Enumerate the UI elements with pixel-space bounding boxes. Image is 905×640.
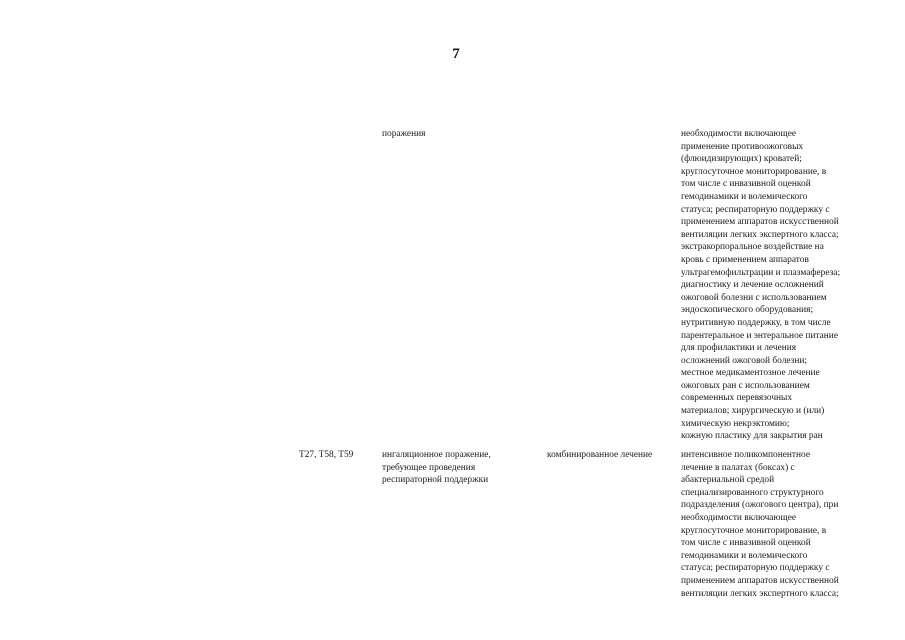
text-line: ожоговых ран с использованием (681, 380, 810, 391)
text-line: для профилактики и лечения (681, 343, 797, 354)
text-line: ингаляционное поражение, (382, 450, 491, 460)
row2-icd-code: T27, T58, T59 (299, 450, 354, 460)
text-line: подразделения (ожогового центра), при (681, 500, 839, 511)
text-line: применением аппаратов искусственной (681, 217, 839, 228)
text-line: местное медикаментозное лечение (681, 368, 820, 379)
row2-condition (382, 449, 491, 487)
text-line: ультрагемофильтрации и плазмафереза; (681, 267, 841, 278)
text-line: требующее проведения (382, 462, 476, 473)
text-line: круглосуточное мониторирование, в (681, 525, 827, 536)
text-line: современных перевязочных (681, 393, 793, 404)
text-line: интенсивное поликомпонентное (681, 450, 811, 460)
text-line: лечение в палатах (боксах) с (681, 462, 795, 473)
page-number: 7 (452, 46, 460, 62)
text-line: гемодинамики и волемического (681, 191, 808, 202)
text-line: гемодинамики и волемического (681, 550, 808, 561)
text-line: кровь с применением аппаратов (681, 254, 809, 265)
text-line: статуса; респираторную поддержку с (681, 204, 830, 215)
text-line: парентеральное и энтеральное питание (681, 330, 838, 341)
text-line: поражения (382, 129, 426, 139)
text-line: (флюидизирующих) кроватей; (681, 154, 802, 165)
text-line: кожную пластику для закрытия ран (681, 431, 823, 442)
text-line: абактериальной средой (681, 475, 775, 486)
text-line: том числе с инвазивной оценкой (681, 179, 811, 190)
text-line: эндоскопического оборудования; (681, 305, 814, 316)
text-line: применение противоожоговых (681, 141, 804, 152)
text-line: вентиляции легких экспертного класса; (681, 588, 839, 599)
text-line: необходимости включающее (681, 129, 797, 139)
text-line: диагностику и лечение осложнений (681, 280, 824, 291)
text-line: экстракорпоральное воздействие на (681, 242, 824, 253)
row1-treatment-method (681, 128, 840, 443)
row1-condition (382, 128, 425, 141)
text-line: статуса; респираторную поддержку с (681, 563, 830, 574)
row2-treatment-type: комбинированное лечение (547, 450, 653, 460)
text-line: респираторной поддержки (382, 475, 489, 486)
text-line: круглосуточное мониторирование, в (681, 166, 827, 177)
row2-treatment-method (681, 449, 839, 600)
text-line: химическую некрэктомию; (681, 418, 790, 429)
text-line: необходимости включающее (681, 512, 797, 523)
text-line: вентиляции легких экспертного класса; (681, 229, 839, 240)
text-line: специализированного структурного (681, 487, 824, 498)
text-line: нутритивную поддержку, в том числе (681, 317, 831, 328)
text-line: том числе с инвазивной оценкой (681, 538, 811, 549)
text-line: ожоговой болезни с использованием (681, 292, 827, 303)
text-line: применением аппаратов искусственной (681, 575, 839, 586)
text-line: осложнений ожоговой болезни; (681, 355, 807, 366)
text-line: материалов; хирургическую и (или) (681, 406, 825, 417)
